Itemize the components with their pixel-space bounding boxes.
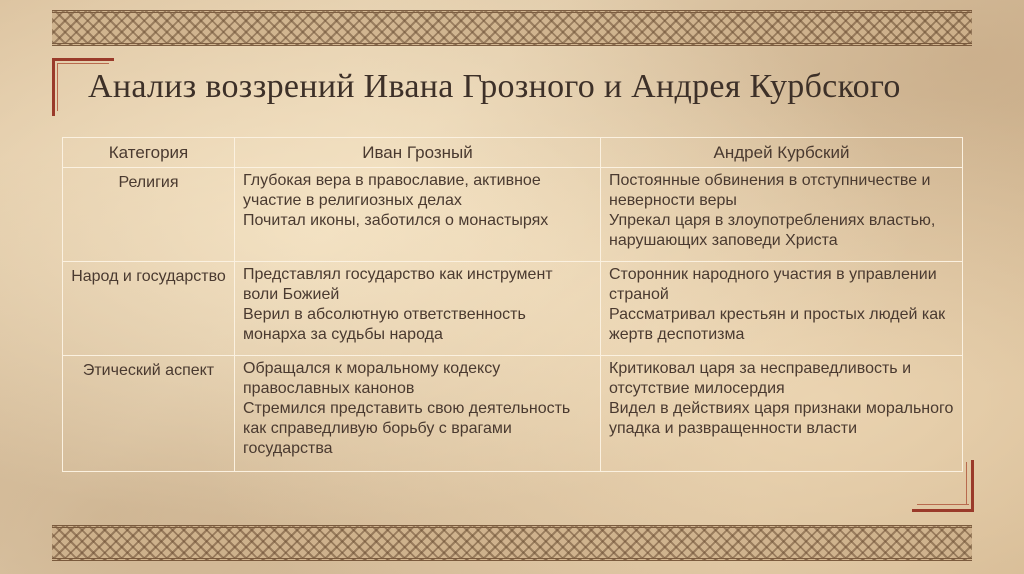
category-label: Этический аспект	[82, 362, 215, 379]
corner-ornament-top-left	[57, 63, 109, 64]
ivan-point: Почитал иконы, заботился о монастырях	[243, 212, 549, 229]
kurbsky-point: Рассматривал крестьян и простых людей как жертв деспотизма	[609, 306, 946, 343]
kurbsky-cell	[601, 168, 963, 262]
kurbsky-cell	[601, 356, 963, 472]
ivan-cell	[235, 262, 601, 356]
kurbsky-point: Критиковал царя за несправедливость и отсутствие милосердия	[609, 360, 912, 397]
ivan-point: Глубокая вера в православие, активное участие в религиозных делах	[243, 172, 541, 209]
corner-ornament-top-left	[57, 63, 58, 111]
table-row	[63, 262, 963, 356]
kurbsky-point: Видел в действиях царя признаки морального упадка и развращенности власти	[609, 400, 954, 437]
corner-ornament-bottom-right	[971, 460, 974, 512]
corner-ornament-top-left	[52, 58, 114, 61]
corner-ornament-bottom-right	[912, 509, 974, 512]
comparison-table	[62, 137, 963, 472]
ivan-cell	[235, 356, 601, 472]
table-row	[63, 168, 963, 262]
ivan-point: Представлял государство как инструмент воли Божией	[243, 266, 553, 303]
kurbsky-point: Сторонник народного участия в управлении страной	[609, 266, 937, 303]
ornamental-border-bottom	[52, 525, 972, 561]
ivan-point: Стремился представить свою деятельность как справедливую борьбу с врагами государства	[243, 400, 571, 457]
category-cell	[63, 356, 235, 472]
table-row	[63, 356, 963, 472]
category-label: Религия	[118, 174, 179, 191]
ivan-cell	[235, 168, 601, 262]
category-label: Народ и государство	[71, 268, 226, 285]
category-cell	[63, 262, 235, 356]
table-header-row	[63, 138, 963, 168]
kurbsky-cell	[601, 262, 963, 356]
ornamental-border-top	[52, 10, 972, 46]
ivan-point: Обращался к моральному кодексу православных канонов	[243, 360, 501, 397]
kurbsky-point: Упрекал царя в злоупотреблениях властью, нарушающих заповеди Христа	[609, 212, 936, 249]
kurbsky-point: Постоянные обвинения в отступничестве и неверности веры	[609, 172, 931, 209]
ivan-point: Верил в абсолютную ответственность монарха за судьбы народа	[243, 306, 526, 343]
column-header-category: Категория	[63, 138, 235, 168]
page-title: Анализ воззрений Ивана Грозного и Андрея Курбского	[88, 68, 901, 105]
column-header-ivan: Иван Грозный	[235, 138, 601, 168]
column-header-kurbsky: Андрей Курбский	[601, 138, 963, 168]
corner-ornament-bottom-right	[966, 462, 967, 505]
corner-ornament-top-left	[52, 58, 55, 116]
corner-ornament-bottom-right	[917, 504, 969, 505]
category-cell	[63, 168, 235, 262]
